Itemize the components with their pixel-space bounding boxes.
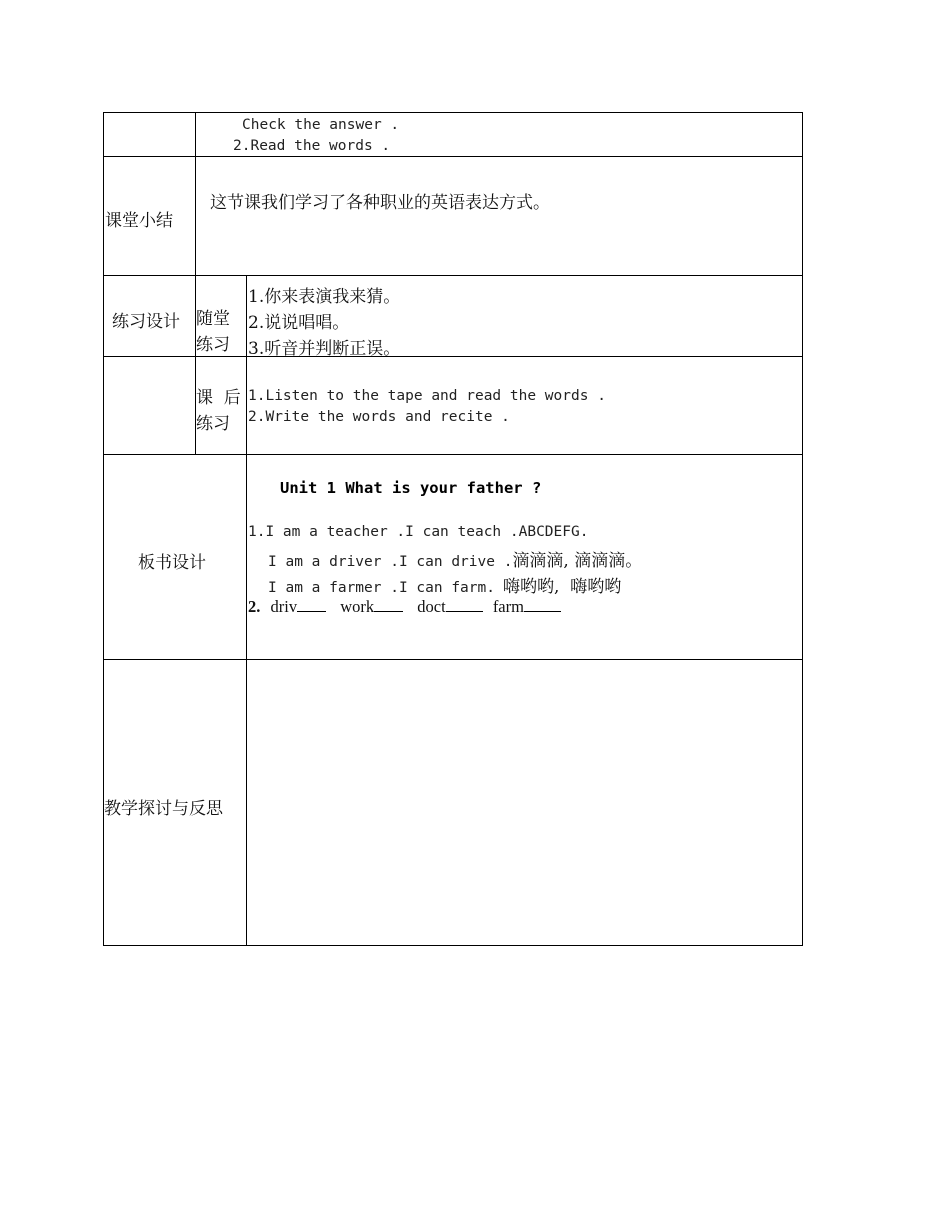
after-class-item: 2.Write the words and recite . (248, 409, 510, 425)
after-class-label-line2: 练习 (196, 414, 230, 434)
in-class-label-line2: 练习 (196, 335, 230, 355)
reflection-label: 教学探讨与反思 (104, 799, 223, 819)
practice-design-label: 练习设计 (112, 312, 180, 332)
blank-line (446, 597, 483, 612)
column-divider (246, 275, 247, 945)
blank-word: farm (492, 597, 524, 616)
blank-word: work (340, 597, 375, 616)
blackboard-line-1: 1.I am a teacher .I can teach .ABCDEFG. (248, 524, 589, 540)
after-class-label-line1: 课 后 (196, 388, 241, 408)
blank-line (374, 597, 403, 612)
in-class-item: 1.你来表演我来猜。 (248, 287, 401, 307)
row-divider (103, 275, 803, 276)
driver-sound: 滴滴滴, 滴滴滴。 (512, 551, 643, 571)
blanks-number: 2. (248, 597, 261, 616)
blanks-line (248, 597, 561, 617)
blank-line (297, 597, 326, 612)
after-class-item: 1.Listen to the tape and read the words . (248, 388, 606, 404)
blank-word: doct (417, 597, 446, 616)
farmer-sentence: I am a farmer .I can farm. (268, 580, 495, 596)
unit-title: Unit 1 What is your father ? (280, 479, 542, 497)
blackboard-line-2 (268, 546, 642, 571)
check-answer-text: Check the answer . (242, 117, 400, 133)
read-words-text: 2.Read the words . (233, 138, 391, 154)
summary-content: 这节课我们学习了各种职业的英语表达方式。 (210, 193, 550, 213)
row-divider (103, 356, 803, 357)
blank-line (524, 597, 561, 612)
farmer-sound: 嗨哟哟, 嗨哟哟 (502, 577, 622, 597)
blackboard-line-3 (268, 572, 621, 597)
row-divider (103, 454, 803, 455)
in-class-label-line1: 随堂 (196, 309, 230, 329)
row-divider (103, 156, 803, 157)
driver-sentence: I am a driver .I can drive . (268, 554, 513, 570)
summary-label: 课堂小结 (105, 211, 173, 231)
blank-word: driv (270, 597, 298, 616)
blackboard-design-label: 板书设计 (138, 553, 206, 573)
in-class-item: 2.说说唱唱。 (248, 313, 350, 333)
in-class-item: 3.听音并判断正误。 (248, 339, 401, 359)
row-divider (103, 659, 803, 660)
